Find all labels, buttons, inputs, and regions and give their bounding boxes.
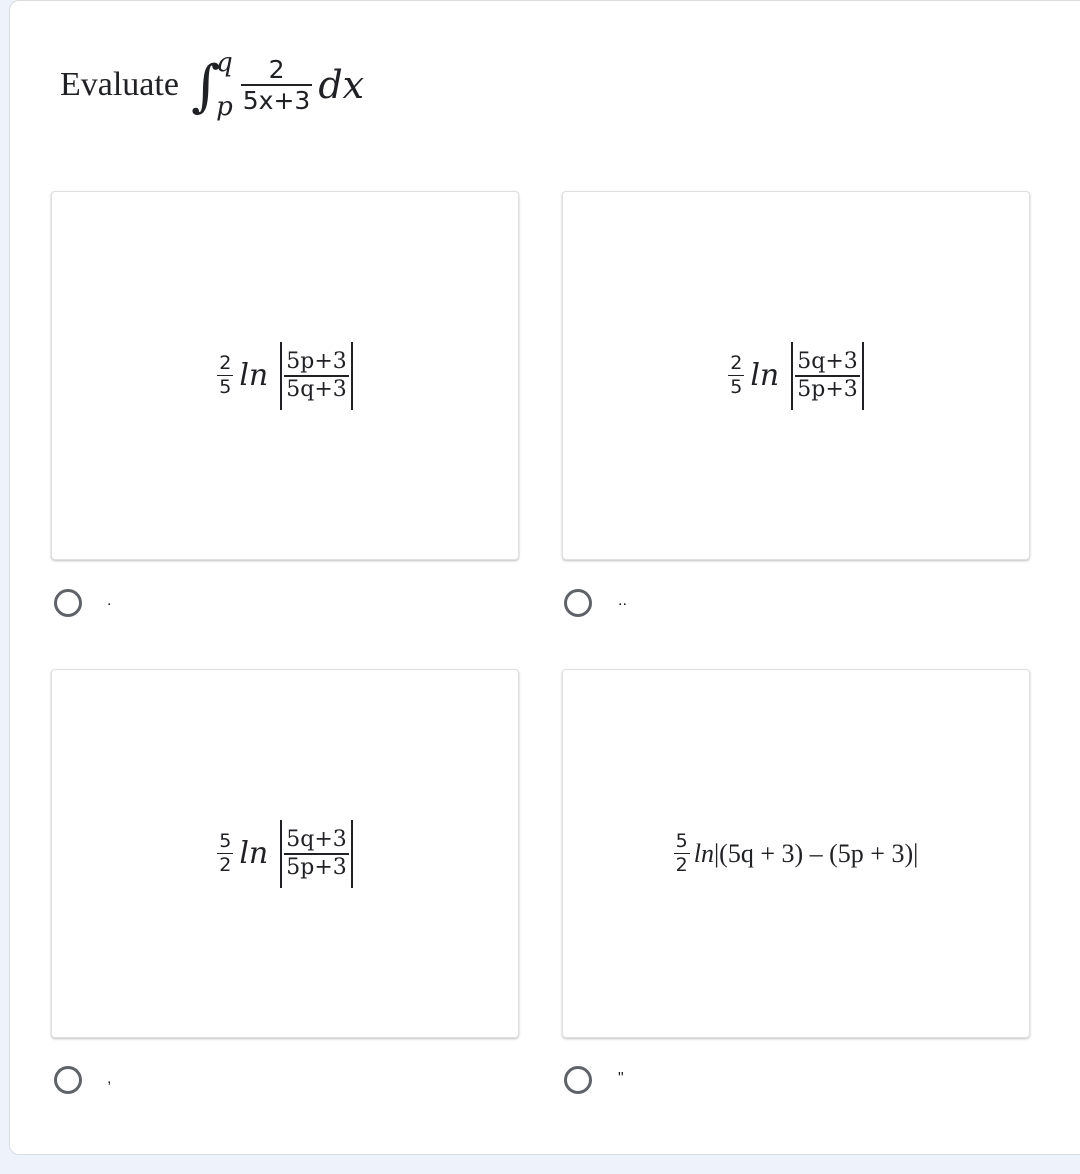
integrand-fraction [241, 55, 313, 115]
abs-fraction [284, 349, 349, 403]
coef-denominator: 5 [219, 376, 232, 399]
abs-fraction [795, 349, 860, 403]
absolute-value [791, 342, 864, 410]
coefficient-fraction [674, 830, 690, 878]
option-expression-3 [217, 820, 353, 888]
option-image-2[interactable] [562, 191, 1030, 560]
option-image-1[interactable] [51, 191, 519, 560]
coef-numerator: 5 [675, 829, 688, 852]
abs-numerator: 5q+3 [286, 826, 347, 852]
coefficient-fraction [217, 830, 233, 878]
option-label-2: .. [618, 592, 627, 609]
option-radio-4[interactable] [564, 1066, 592, 1094]
integral-expression [191, 50, 364, 120]
ln-function: ln [239, 836, 269, 871]
option-expression-4 [674, 830, 919, 878]
expression-text: |(5q + 3) – (5p + 3)| [713, 838, 919, 868]
option-image-3[interactable] [51, 669, 519, 1038]
option-expression-1 [217, 342, 353, 410]
abs-denominator: 5q+3 [286, 376, 347, 402]
integral-sign: ∫ [190, 54, 221, 119]
coef-denominator: 2 [219, 854, 232, 877]
coef-denominator: 5 [730, 376, 743, 399]
ln-function: ln [693, 838, 714, 868]
ln-function: ln [239, 358, 269, 393]
abs-denominator: 5p+3 [286, 854, 347, 880]
option-label-4: " [618, 1070, 624, 1087]
option-radio-3[interactable] [54, 1066, 82, 1094]
differential: dx [318, 63, 365, 107]
option-image-4[interactable] [562, 669, 1030, 1038]
abs-fraction [284, 827, 349, 881]
option-radio-2[interactable] [564, 589, 592, 617]
abs-numerator: 5q+3 [797, 348, 858, 374]
absolute-value [280, 342, 353, 410]
lower-limit: p [216, 92, 233, 122]
coef-numerator: 5 [219, 829, 232, 852]
integrand-denominator: 5x+3 [242, 86, 311, 115]
question-title [60, 40, 364, 130]
option-label-1: . [107, 592, 112, 609]
option-expression-2 [728, 342, 864, 410]
coef-denominator: 2 [675, 854, 688, 877]
question-prefix: Evaluate [60, 66, 179, 103]
upper-limit: q [216, 48, 233, 78]
abs-denominator: 5p+3 [797, 376, 858, 402]
coef-numerator: 2 [730, 351, 743, 374]
option-radio-1[interactable] [54, 589, 82, 617]
abs-numerator: 5p+3 [286, 348, 347, 374]
coefficient-fraction [728, 352, 744, 400]
absolute-value [280, 820, 353, 888]
option-label-3: , [107, 1070, 112, 1087]
coef-numerator: 2 [219, 351, 232, 374]
coefficient-fraction [217, 352, 233, 400]
ln-function: ln [750, 358, 780, 393]
integrand-numerator: 2 [268, 55, 285, 84]
